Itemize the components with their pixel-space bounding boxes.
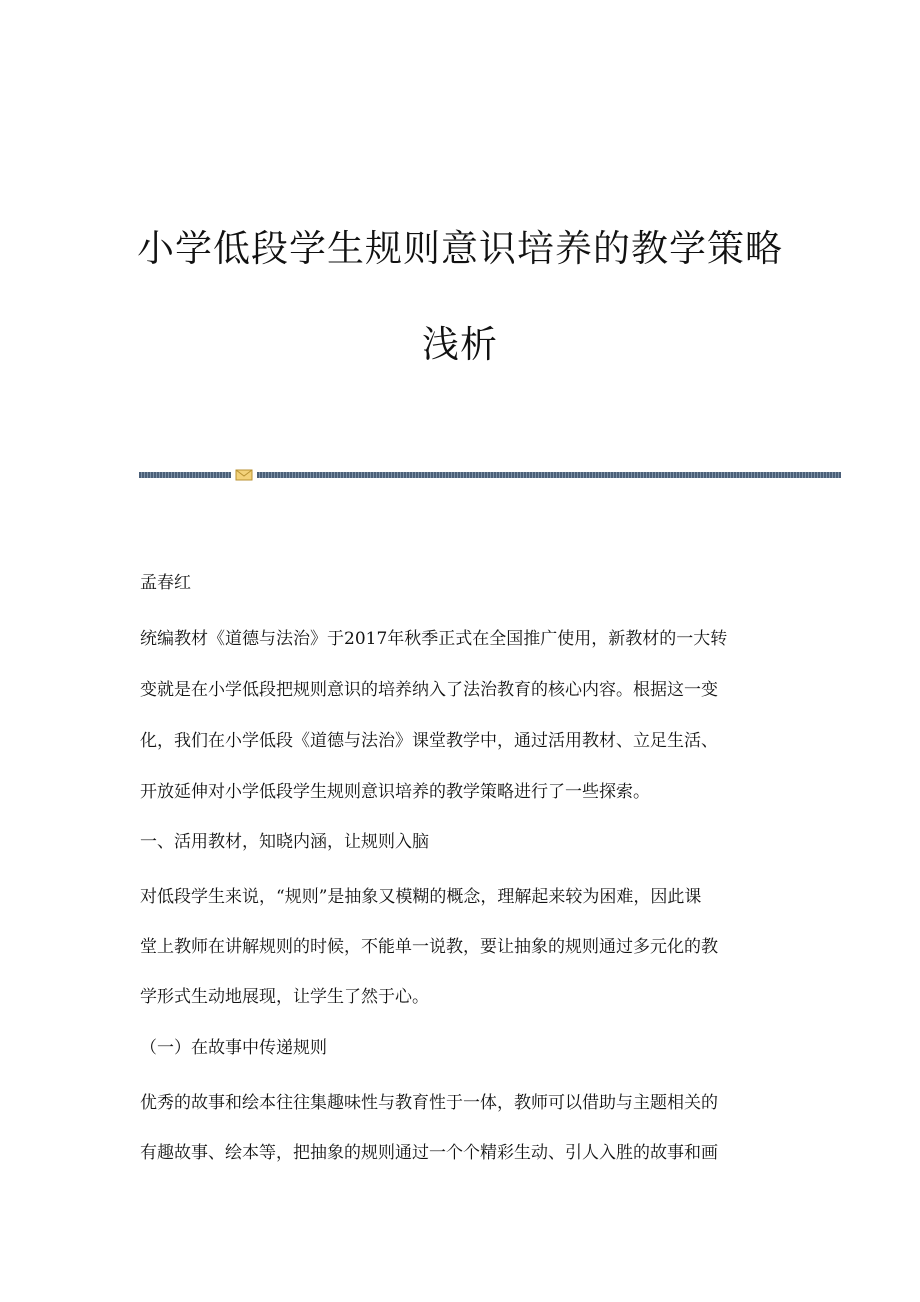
document-title-line-1: 小学低段学生规则意识培养的教学策略 xyxy=(137,227,783,270)
section-heading-1: 一、活用教材，知晓内涵，让规则入脑 xyxy=(140,832,429,852)
paragraph-line: 学形式生动地展现，让学生了然于心。 xyxy=(140,987,429,1007)
subsection-heading-1: （一）在故事中传递规则 xyxy=(140,1038,327,1058)
paragraph-line: 化，我们在小学低段《道德与法治》课堂教学中，通过活用教材、立足生活、 xyxy=(140,731,718,751)
paragraph-line: 统编教材《道德与法治》于2017年秋季正式在全国推广使用，新教材的一大转 xyxy=(140,629,728,649)
title-divider xyxy=(139,470,841,480)
paragraph-line: 有趣故事、绘本等，把抽象的规则通过一个个精彩生动、引人入胜的故事和画 xyxy=(140,1143,718,1163)
document-title-line-2: 浅析 xyxy=(422,323,498,366)
paragraph-line: 开放延伸对小学低段学生规则意识培养的教学策略进行了一些探索。 xyxy=(140,782,650,802)
author-name: 孟春红 xyxy=(140,573,191,593)
divider-bar-right xyxy=(257,472,841,478)
paragraph-line: 优秀的故事和绘本往往集趣味性与教育性于一体，教师可以借助与主题相关的 xyxy=(140,1093,718,1113)
paragraph-line: 变就是在小学低段把规则意识的培养纳入了法治教育的核心内容。根据这一变 xyxy=(140,680,718,700)
paragraph-line: 堂上教师在讲解规则的时候，不能单一说教，要让抽象的规则通过多元化的教 xyxy=(140,937,718,957)
paragraph-line: 对低段学生来说，“规则”是抽象又模糊的概念，理解起来较为困难，因此课 xyxy=(140,887,702,907)
divider-ornament-icon xyxy=(235,469,253,481)
divider-bar-left xyxy=(139,472,231,478)
